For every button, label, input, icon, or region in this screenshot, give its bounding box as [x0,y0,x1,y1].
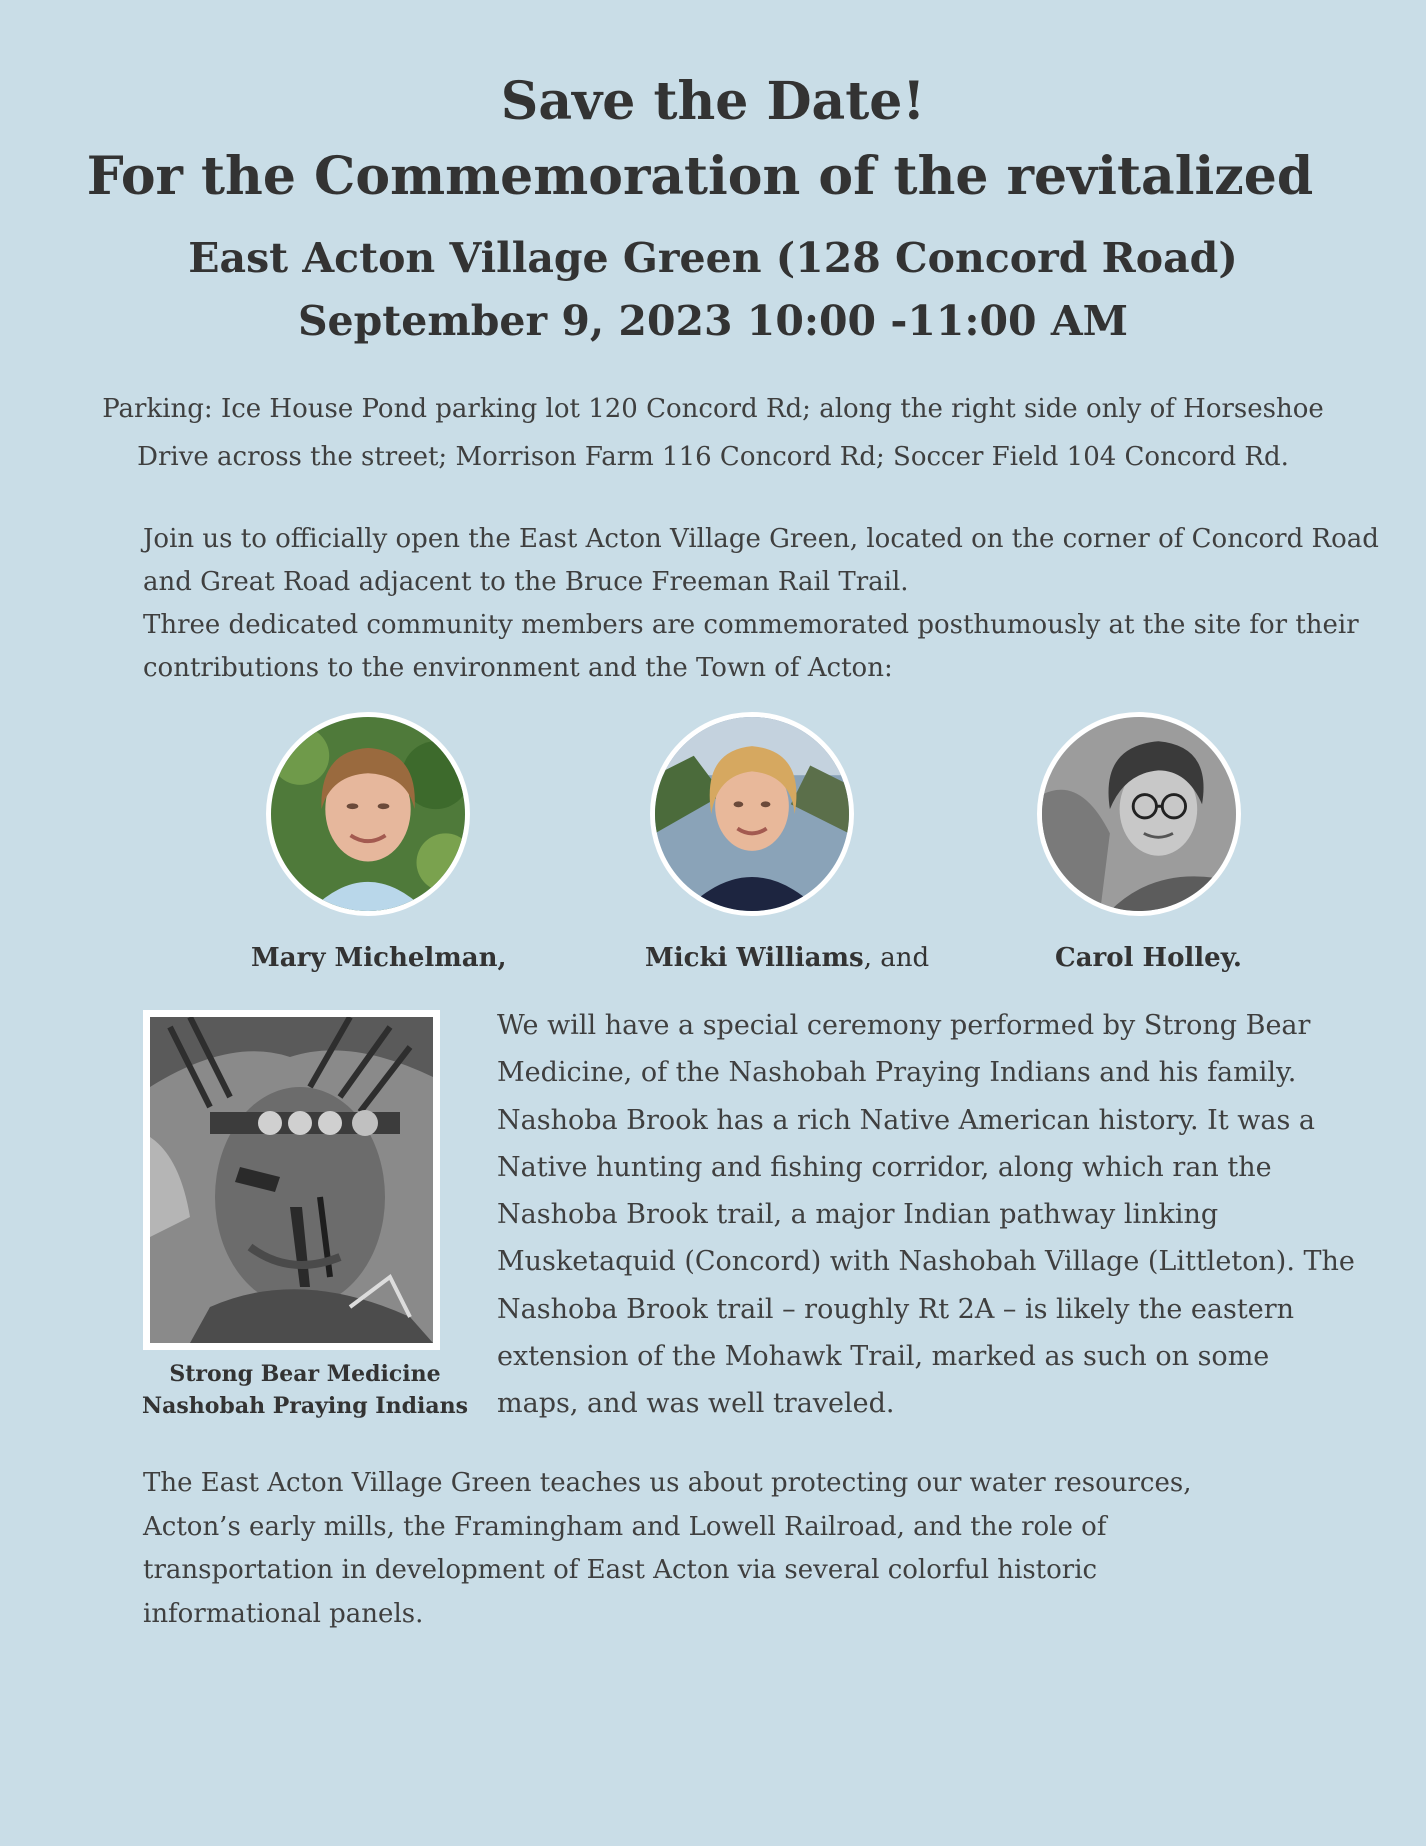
portrait-photo-1 [271,717,465,911]
honoree-name-1: Mary Michelman, [251,943,507,973]
commemoration-heading: For the Commemoration of the revitalized [86,146,1314,207]
intro-paragraph: Join us to officially open the East Acton Village Green, located on the corner of Concord Road and Great Road adjacent to the Bruce Freeman Rail Trail. [143,524,1379,597]
intro-section [143,518,1383,690]
portrait-micki-williams [650,712,854,916]
venue-heading: East Acton Village Green (128 Concord Road) [188,234,1238,282]
closing-paragraph: The East Acton Village Green teaches us about protecting our water resources, Acton’s early mills, the Framingham and Lowell Railroad, and the role of transportation in development of East Acton via several colorful historic informational panels. [143,1468,1192,1629]
caption-affiliation: Nashobah Praying Indians [142,1393,468,1419]
portrait-carol-holley [1037,712,1241,916]
portrait-photo-3 [1042,717,1236,911]
date-time-heading: September 9, 2023 10:00 -11:00 AM [297,297,1129,345]
save-the-date-heading: Save the Date! [500,71,926,132]
photo-caption [140,1358,470,1422]
portrait-mary-michelman [266,712,470,916]
portrait-photo-2 [655,717,849,911]
warrior-portrait-image [150,1017,433,1343]
honoree-name-3: Carol Holley. [1055,943,1242,973]
honorees-intro-paragraph: Three dedicated community members are commemorated posthumously at the site for their contributions to the environment and the Town of Acton: [143,610,1359,683]
strong-bear-medicine-photo [143,1010,440,1350]
caption-name: Strong Bear Medicine [169,1361,441,1387]
parking-info: Parking: Ice House Pond parking lot 120 Concord Rd; along the right side only of Horseshoe Drive across the street; Morrison Farm 116 Concord Rd; Soccer Field 104 Concord Rd. [102,394,1324,472]
ceremony-description: We will have a special ceremony performed by Strong Bear Medicine, of the Nashobah Praying Indians and his family. Nashoba Brook has a rich Native American history. It was a Native hunting and fishing corridor, along which ran the Nashoba Brook trail, a major Indian pathway linking Musketaquid (Concord) with Nashobah Village (Littleton). The Nashoba Brook trail – roughly Rt 2A – is likely the eastern extension of the Mohawk Trail, marked as such on some maps, and was well traveled. [497,1010,1355,1420]
honoree-name-2: Micki Williams, and [645,943,930,973]
